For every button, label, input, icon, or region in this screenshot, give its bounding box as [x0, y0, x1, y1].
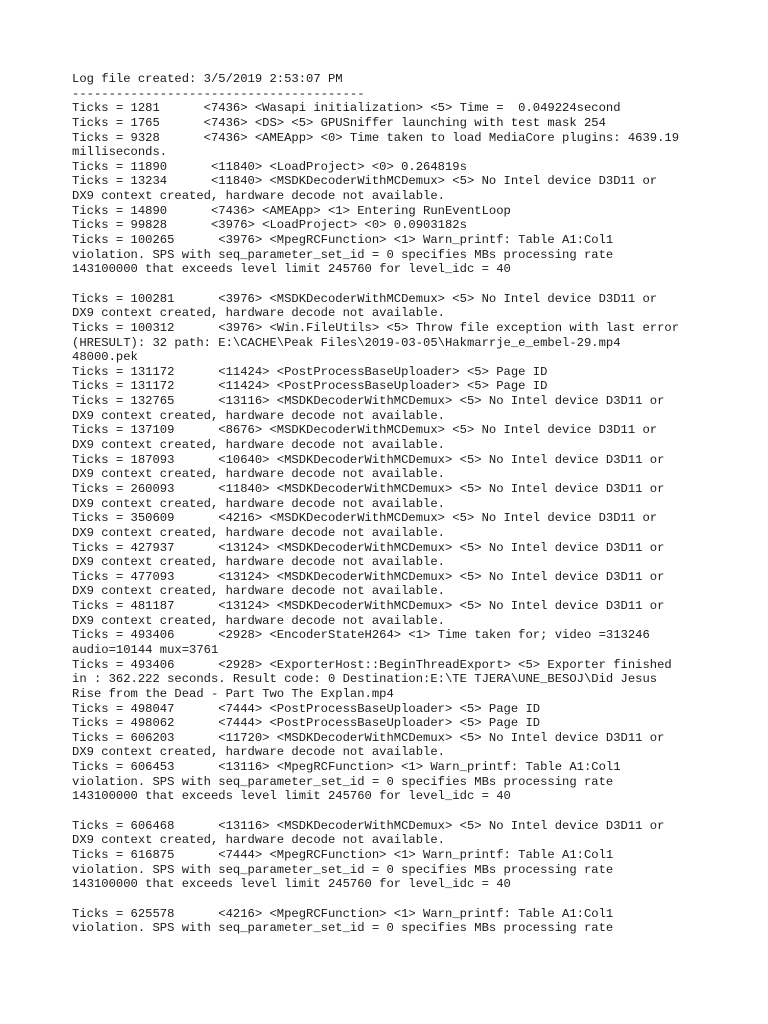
log-line: Ticks = 477093 <13124> <MSDKDecoderWithMCDemux> <5> No Intel device D3D11 or	[72, 569, 665, 584]
log-line: Ticks = 498047 <7444> <PostProcessBaseUploader> <5> Page ID	[72, 701, 541, 716]
log-line: Ticks = 427937 <13124> <MSDKDecoderWithMCDemux> <5> No Intel device D3D11 or	[72, 540, 665, 555]
log-line: Ticks = 131172 <11424> <PostProcessBaseUploader> <5> Page ID	[72, 379, 548, 394]
log-line: Ticks = 14890 <7436> <AMEApp> <1> Entering RunEventLoop	[72, 203, 511, 218]
log-file-text	[72, 72, 712, 936]
log-line: Ticks = 9328 <7436> <AMEApp> <0> Time taken to load MediaCore plugins: 4639.19	[72, 130, 680, 145]
log-line: Ticks = 616875 <7444> <MpegRCFunction> <1> Warn_printf: Table A1:Col1	[72, 847, 614, 862]
log-line	[72, 804, 712, 819]
log-line	[72, 892, 712, 907]
log-line: Ticks = 100265 <3976> <MpegRCFunction> <1> Warn_printf: Table A1:Col1	[72, 233, 614, 248]
log-line: violation. SPS with seq_parameter_set_id = 0 specifies MBs processing rate	[72, 862, 614, 877]
log-line: 143100000 that exceeds level limit 245760 for level_idc = 40	[72, 789, 511, 804]
log-line: DX9 context created, hardware decode not available.	[72, 189, 445, 204]
log-line: DX9 context created, hardware decode not available.	[72, 496, 445, 511]
log-line: Ticks = 493406 <2928> <ExporterHost::BeginThreadExport> <5> Exporter finished	[72, 657, 672, 672]
log-line: DX9 context created, hardware decode not available.	[72, 306, 445, 321]
log-line: violation. SPS with seq_parameter_set_id = 0 specifies MBs processing rate	[72, 921, 614, 936]
log-line: DX9 context created, hardware decode not available.	[72, 745, 445, 760]
log-line	[72, 277, 712, 292]
log-line: Ticks = 625578 <4216> <MpegRCFunction> <1> Warn_printf: Table A1:Col1	[72, 906, 614, 921]
log-line: 143100000 that exceeds level limit 245760 for level_idc = 40	[72, 262, 511, 277]
log-line: Ticks = 493406 <2928> <EncoderStateH264> <1> Time taken for; video =313246	[72, 628, 650, 643]
log-line: Ticks = 1765 <7436> <DS> <5> GPUSniffer launching with test mask 254	[72, 115, 606, 130]
log-line: Ticks = 100312 <3976> <Win.FileUtils> <5> Throw file exception with last error	[72, 320, 680, 335]
log-line: Ticks = 350609 <4216> <MSDKDecoderWithMCDemux> <5> No Intel device D3D11 or	[72, 511, 658, 526]
log-line: DX9 context created, hardware decode not available.	[72, 833, 445, 848]
log-line: DX9 context created, hardware decode not available.	[72, 584, 445, 599]
log-line: ----------------------------------------	[72, 86, 365, 101]
log-line: Ticks = 99828 <3976> <LoadProject> <0> 0.0903182s	[72, 218, 467, 233]
log-line: Rise from the Dead - Part Two The Explan.mp4	[72, 686, 394, 701]
log-line: DX9 context created, hardware decode not available.	[72, 525, 445, 540]
log-line: Ticks = 606453 <13116> <MpegRCFunction> <1> Warn_printf: Table A1:Col1	[72, 760, 621, 775]
log-line: Ticks = 498062 <7444> <PostProcessBaseUploader> <5> Page ID	[72, 716, 541, 731]
log-line: Ticks = 132765 <13116> <MSDKDecoderWithMCDemux> <5> No Intel device D3D11 or	[72, 394, 665, 409]
log-line: Ticks = 131172 <11424> <PostProcessBaseUploader> <5> Page ID	[72, 364, 548, 379]
log-line: DX9 context created, hardware decode not available.	[72, 555, 445, 570]
log-line: DX9 context created, hardware decode not available.	[72, 408, 445, 423]
log-line: in : 362.222 seconds. Result code: 0 Destination:E:\TE TJERA\UNE_BESOJ\Did Jesus	[72, 672, 658, 687]
log-line: DX9 context created, hardware decode not available.	[72, 467, 445, 482]
log-line: 48000.pek	[72, 350, 138, 365]
log-line: violation. SPS with seq_parameter_set_id = 0 specifies MBs processing rate	[72, 247, 614, 262]
log-line: audio=10144 mux=3761	[72, 642, 219, 657]
log-line: Ticks = 606203 <11720> <MSDKDecoderWithMCDemux> <5> No Intel device D3D11 or	[72, 730, 665, 745]
log-line: Ticks = 481187 <13124> <MSDKDecoderWithMCDemux> <5> No Intel device D3D11 or	[72, 599, 665, 614]
log-line: DX9 context created, hardware decode not available.	[72, 438, 445, 453]
log-line: DX9 context created, hardware decode not available.	[72, 613, 445, 628]
log-line: Ticks = 606468 <13116> <MSDKDecoderWithMCDemux> <5> No Intel device D3D11 or	[72, 818, 665, 833]
log-line: Ticks = 13234 <11840> <MSDKDecoderWithMCDemux> <5> No Intel device D3D11 or	[72, 174, 658, 189]
log-line: milliseconds.	[72, 145, 168, 160]
log-line: Ticks = 137109 <8676> <MSDKDecoderWithMCDemux> <5> No Intel device D3D11 or	[72, 423, 658, 438]
log-line: Ticks = 100281 <3976> <MSDKDecoderWithMCDemux> <5> No Intel device D3D11 or	[72, 291, 658, 306]
log-line: Ticks = 1281 <7436> <Wasapi initialization> <5> Time = 0.049224second	[72, 101, 621, 116]
log-line: Log file created: 3/5/2019 2:53:07 PM	[72, 72, 343, 86]
log-line: Ticks = 11890 <11840> <LoadProject> <0> 0.264819s	[72, 159, 467, 174]
log-line: Ticks = 187093 <10640> <MSDKDecoderWithMCDemux> <5> No Intel device D3D11 or	[72, 452, 665, 467]
log-line: 143100000 that exceeds level limit 245760 for level_idc = 40	[72, 877, 511, 892]
log-line: violation. SPS with seq_parameter_set_id = 0 specifies MBs processing rate	[72, 774, 614, 789]
log-line: Ticks = 260093 <11840> <MSDKDecoderWithMCDemux> <5> No Intel device D3D11 or	[72, 481, 665, 496]
log-line: (HRESULT): 32 path: E:\CACHE\Peak Files\2019-03-05\Hakmarrje_e_embel-29.mp4	[72, 335, 621, 350]
